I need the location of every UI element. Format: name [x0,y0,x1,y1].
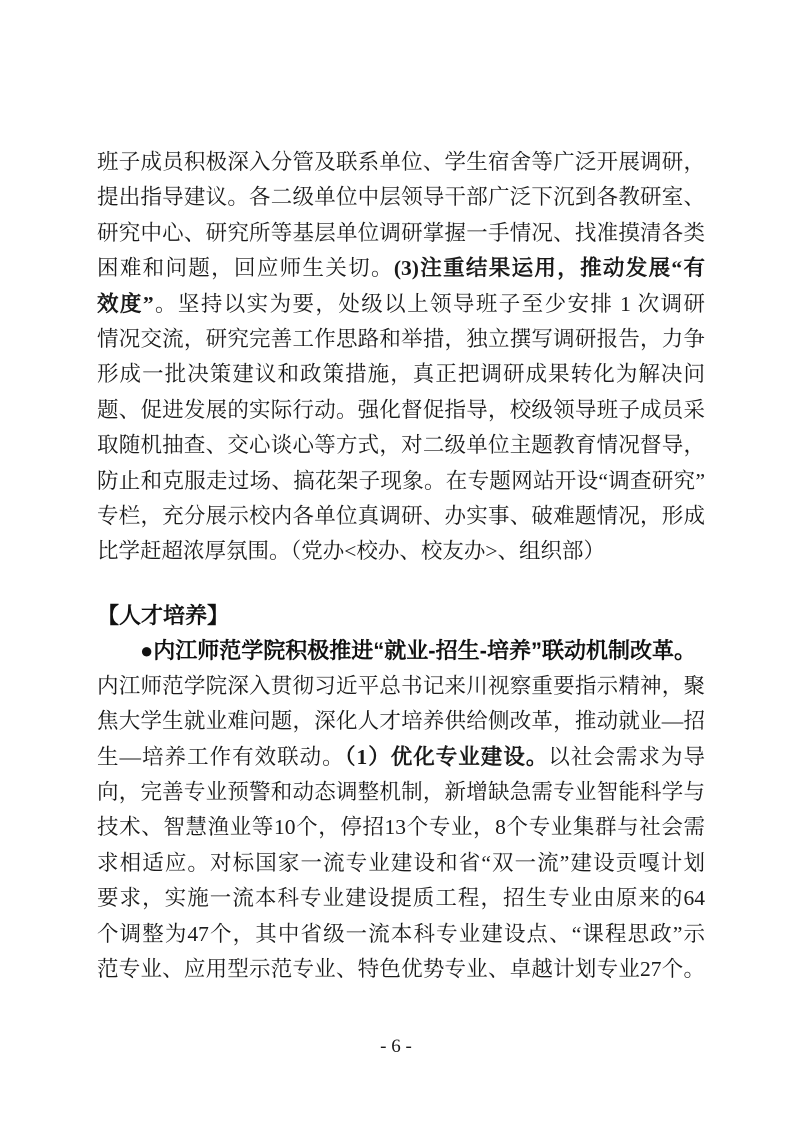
body-text: 题、促进发展的实际行动。强化督促指导，校级领导班子成员采 [97,397,705,422]
body-text: 范专业、应用型示范专业、特色优势专业、卓越计划专业27个。 [97,956,705,981]
text-line [97,775,705,810]
emphasis-text: (3)注重结果运用，推动发展“有 [393,256,705,281]
text-line [97,322,705,357]
text-line [97,357,705,392]
bullet-headline: ●内江师范学院积极推进“就业-招生-培养”联动机制改革。 [140,638,696,664]
body-text: 求相适应。对标国家一流专业建设和省“双一流”建设贡嘎计划 [97,850,705,875]
text-line [97,180,705,215]
body-text: 内江师范学院深入贯彻习近平总书记来川视察重要指示精神，聚 [97,673,705,698]
text-line [97,393,705,428]
text-line [97,534,705,569]
body-text: 情况交流，研究完善工作思路和举措，独立撰写调研报告，力争 [97,327,705,352]
section-heading-talent-cultivation: 【人才培养】 [97,602,230,628]
body-text: 取随机抽查、交心谈心等方式，对二级单位主题教育情况督导， [97,433,705,458]
body-text: 个调整为47个，其中省级一流本科专业建设点、“课程思政”示 [97,921,705,946]
text-line [97,145,705,180]
body-text: 向，完善专业预警和动态调整机制，新增缺急需专业智能科学与 [97,779,705,804]
text-line [97,216,705,251]
body-text: 。坚持以实为要，处级以上领导班子至少安排 1 次调研 [153,291,705,316]
paragraph-talent-body [97,669,705,988]
emphasis-text: 效度” [97,291,154,316]
body-text: 比学赶超浓厚氛围。（党办<校办、校友办>、组织部） [97,539,606,564]
emphasis-text: （1）优化专业建设。 [344,744,549,769]
body-text: 技术、智慧渔业等10个，停招13个专业，8个专业集群与社会需 [97,815,705,840]
body-text: 班子成员积极深入分管及联系单位、学生宿舍等广泛开展调研， [97,150,705,174]
body-text: 要求，实施一流本科专业建设提质工程，招生专业由原来的64 [97,886,705,911]
text-line [97,251,705,286]
paragraph-continuation [97,145,705,570]
text-line [97,704,705,739]
text-line [97,810,705,845]
body-text: 形成一批决策建议和政策措施，真正把调研成果转化为解决问 [97,362,705,387]
text-line [97,917,705,952]
text-line [97,499,705,534]
text-line [97,952,705,987]
text-line [97,287,705,322]
body-text: 防止和克服走过场、搞花架子现象。在专题网站开设“调查研究” [97,468,705,493]
body-text: 困难和问题，回应师生关切。 [97,256,394,281]
body-text: 生—培养工作有效联动。 [97,744,345,769]
body-text: 研究中心、研究所等基层单位调研掌握一手情况、找准摸清各类 [97,220,705,245]
text-line [97,881,705,916]
text-block [97,145,705,987]
text-line [97,740,705,775]
text-line [97,846,705,881]
body-text: 以社会需求为导 [548,744,705,769]
text-line [97,464,705,499]
text-line [97,669,705,704]
page-number: - 6 - [380,1036,412,1057]
body-text: 专栏，充分展示校内各单位真调研、办实事、破难题情况，形成 [97,504,705,529]
body-text: 焦大学生就业难问题，深化人才培养供给侧改革，推动就业—招 [97,709,705,734]
body-text: 提出指导建议。各二级单位中层领导干部广泛下沉到各教研室、 [97,185,705,210]
text-line [97,428,705,463]
